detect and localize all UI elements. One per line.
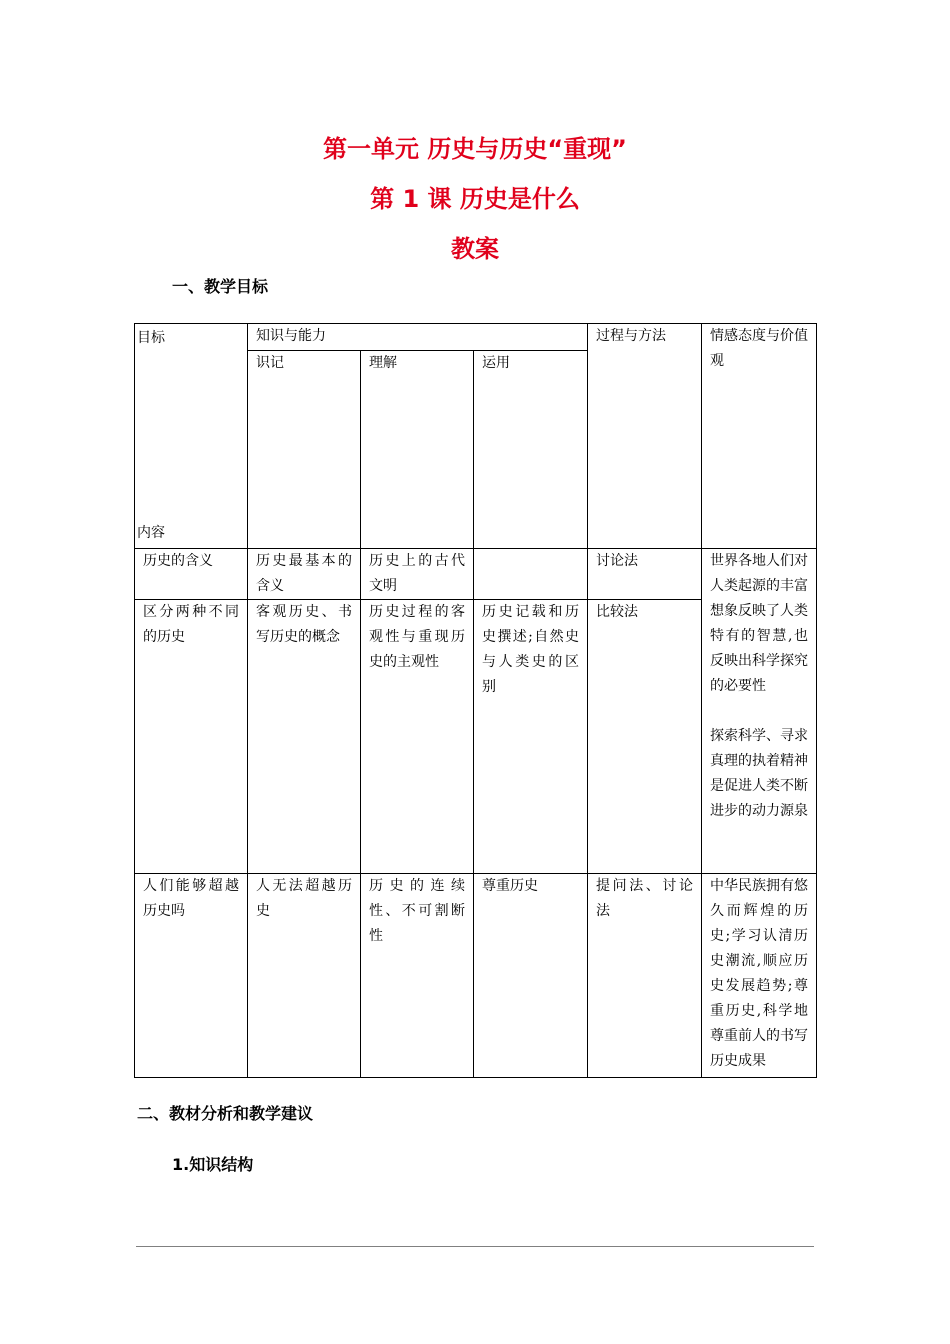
cell-memorize: 客观历史、书写历史的概念 xyxy=(248,600,361,874)
subheader-apply: 运用 xyxy=(474,351,588,549)
cell-apply: 历史记载和历史撰述;自然史与人类史的区别 xyxy=(474,600,588,874)
cell-process: 提问法、讨论法 xyxy=(588,874,702,1078)
cell-understand: 历史过程的客观性与重现历史的主观性 xyxy=(361,600,474,874)
cell-understand: 历史上的古代文明 xyxy=(361,549,474,600)
emotion-values-header: 情感态度与价值观 xyxy=(702,324,817,549)
cell-memorize: 历史最基本的含义 xyxy=(248,549,361,600)
lesson-title: 第 1 课 历史是什么 xyxy=(370,185,580,213)
section-heading-goals: 一、教学目标 xyxy=(172,277,269,296)
cell-understand: 历史的连续性、不可割断性 xyxy=(361,874,474,1078)
table-row xyxy=(135,874,817,1078)
cell-emotion: 中华民族拥有悠久而辉煌的历史;学习认清历史潮流,顺应历史发展趋势;尊重历史,科学地尊重前人的书写历史成果 xyxy=(702,874,817,1078)
table-row xyxy=(135,549,817,600)
teaching-goals-table xyxy=(134,323,817,1078)
header-corner-cell xyxy=(135,324,248,549)
process-method-header: 过程与方法 xyxy=(588,324,702,549)
emotion-paragraph-2: 探索科学、寻求真理的执着精神是促进人类不断进步的动力源泉 xyxy=(710,728,808,819)
corner-label-goal: 目标 xyxy=(137,330,165,346)
cell-content: 区分两种不同的历史 xyxy=(135,600,248,874)
corner-label-content: 内容 xyxy=(137,525,165,541)
subheader-understand: 理解 xyxy=(361,351,474,549)
section-heading-analysis: 二、教材分析和教学建议 xyxy=(137,1104,314,1123)
cell-process: 讨论法 xyxy=(588,549,702,600)
cell-content: 人们能够超越历史吗 xyxy=(135,874,248,1078)
subheader-memorize: 识记 xyxy=(248,351,361,549)
cell-process: 比较法 xyxy=(588,600,702,874)
cell-memorize: 人无法超越历史 xyxy=(248,874,361,1078)
footer-divider xyxy=(136,1246,814,1247)
cell-emotion-merged xyxy=(702,549,817,874)
unit-title: 第一单元 历史与历史“重现” xyxy=(323,135,627,163)
emotion-paragraph-1: 世界各地人们对人类起源的丰富想象反映了人类特有的智慧,也反映出科学探究的必要性 xyxy=(710,553,808,694)
cell-apply: 尊重历史 xyxy=(474,874,588,1078)
knowledge-ability-header: 知识与能力 xyxy=(248,324,588,351)
subsection-heading-structure: 1.知识结构 xyxy=(172,1155,254,1174)
document-type-title: 教案 xyxy=(451,235,499,263)
cell-content: 历史的含义 xyxy=(135,549,248,600)
cell-apply xyxy=(474,549,588,600)
